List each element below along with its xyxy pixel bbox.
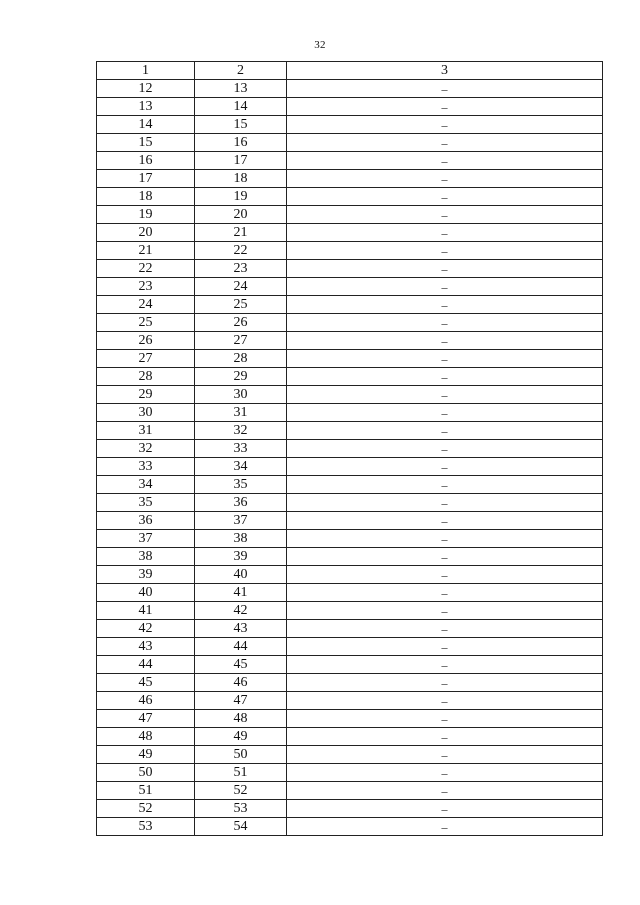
table-row xyxy=(97,386,603,404)
table-cell-col-3: – xyxy=(287,458,603,476)
table-row xyxy=(97,692,603,710)
table-row xyxy=(97,782,603,800)
table-row xyxy=(97,728,603,746)
table-row xyxy=(97,746,603,764)
table-cell-col-3: – xyxy=(287,530,603,548)
table-cell-col-3: – xyxy=(287,728,603,746)
table-cell-col-3: – xyxy=(287,242,603,260)
table-row xyxy=(97,134,603,152)
table-row xyxy=(97,602,603,620)
table-cell-col-1: 49 xyxy=(97,746,195,764)
table-cell-col-2: 37 xyxy=(195,512,287,530)
table-cell-col-1: 48 xyxy=(97,728,195,746)
table-body xyxy=(97,80,603,836)
table-cell-col-2: 28 xyxy=(195,350,287,368)
page-number: 32 xyxy=(314,39,326,51)
table-cell-col-3: – xyxy=(287,116,603,134)
table-cell-col-1: 26 xyxy=(97,332,195,350)
table-cell-col-1: 22 xyxy=(97,260,195,278)
table-cell-col-1: 51 xyxy=(97,782,195,800)
table-cell-col-1: 50 xyxy=(97,764,195,782)
table-cell-col-2: 39 xyxy=(195,548,287,566)
table-row xyxy=(97,80,603,98)
table-cell-col-3: – xyxy=(287,494,603,512)
table-cell-col-1: 38 xyxy=(97,548,195,566)
table-cell-col-3: – xyxy=(287,368,603,386)
table-cell-col-2: 53 xyxy=(195,800,287,818)
table-cell-col-3: – xyxy=(287,800,603,818)
table-cell-col-3: – xyxy=(287,692,603,710)
table-row xyxy=(97,332,603,350)
table-cell-col-1: 37 xyxy=(97,530,195,548)
table-cell-col-1: 41 xyxy=(97,602,195,620)
table-cell-col-2: 35 xyxy=(195,476,287,494)
table-cell-col-2: 50 xyxy=(195,746,287,764)
table-cell-col-1: 46 xyxy=(97,692,195,710)
table-row xyxy=(97,98,603,116)
table-cell-col-1: 44 xyxy=(97,656,195,674)
table-cell-col-2: 19 xyxy=(195,188,287,206)
table-cell-col-1: 42 xyxy=(97,620,195,638)
table-cell-col-1: 35 xyxy=(97,494,195,512)
table-cell-col-3: – xyxy=(287,314,603,332)
table-cell-col-1: 27 xyxy=(97,350,195,368)
table-row xyxy=(97,512,603,530)
table-row xyxy=(97,548,603,566)
table-cell-col-1: 31 xyxy=(97,422,195,440)
table-cell-col-1: 19 xyxy=(97,206,195,224)
table-cell-col-3: – xyxy=(287,476,603,494)
table-row xyxy=(97,242,603,260)
table-cell-col-2: 49 xyxy=(195,728,287,746)
table-cell-col-1: 53 xyxy=(97,818,195,836)
table-cell-col-2: 47 xyxy=(195,692,287,710)
table-cell-col-3: – xyxy=(287,422,603,440)
table-cell-col-1: 28 xyxy=(97,368,195,386)
table-header xyxy=(97,62,603,80)
table-cell-col-2: 32 xyxy=(195,422,287,440)
table-cell-col-1: 20 xyxy=(97,224,195,242)
table-cell-col-3: – xyxy=(287,656,603,674)
table-row xyxy=(97,566,603,584)
table-cell-col-1: 52 xyxy=(97,800,195,818)
table-row xyxy=(97,476,603,494)
table-cell-col-1: 17 xyxy=(97,170,195,188)
table-cell-col-3: – xyxy=(287,782,603,800)
table-cell-col-3: – xyxy=(287,332,603,350)
table-cell-col-2: 41 xyxy=(195,584,287,602)
table-cell-col-3: – xyxy=(287,224,603,242)
table-row xyxy=(97,800,603,818)
table-row xyxy=(97,620,603,638)
table-cell-col-2: 46 xyxy=(195,674,287,692)
table-row xyxy=(97,422,603,440)
table-cell-col-3: – xyxy=(287,170,603,188)
table-cell-col-1: 36 xyxy=(97,512,195,530)
table-cell-col-1: 18 xyxy=(97,188,195,206)
table-cell-col-3: – xyxy=(287,278,603,296)
table-cell-col-2: 20 xyxy=(195,206,287,224)
table-cell-col-3: – xyxy=(287,98,603,116)
table-cell-col-3: – xyxy=(287,638,603,656)
table-row xyxy=(97,350,603,368)
table-cell-col-3: – xyxy=(287,674,603,692)
table-cell-col-2: 21 xyxy=(195,224,287,242)
table-row xyxy=(97,710,603,728)
table-row xyxy=(97,116,603,134)
table-cell-col-3: – xyxy=(287,764,603,782)
table-row xyxy=(97,170,603,188)
table-cell-col-2: 43 xyxy=(195,620,287,638)
table-row xyxy=(97,440,603,458)
table-cell-col-2: 30 xyxy=(195,386,287,404)
table-cell-col-2: 15 xyxy=(195,116,287,134)
table-row xyxy=(97,188,603,206)
table-cell-col-2: 18 xyxy=(195,170,287,188)
table-row xyxy=(97,656,603,674)
table-cell-col-1: 21 xyxy=(97,242,195,260)
table-cell-col-1: 24 xyxy=(97,296,195,314)
table-cell-col-1: 40 xyxy=(97,584,195,602)
table-cell-col-3: – xyxy=(287,404,603,422)
table-row xyxy=(97,818,603,836)
table-cell-col-2: 17 xyxy=(195,152,287,170)
table-row xyxy=(97,260,603,278)
table-cell-col-2: 54 xyxy=(195,818,287,836)
table-header-row xyxy=(97,62,603,80)
table-cell-col-2: 25 xyxy=(195,296,287,314)
table-cell-col-2: 38 xyxy=(195,530,287,548)
table-cell-col-1: 43 xyxy=(97,638,195,656)
table-cell-col-2: 14 xyxy=(195,98,287,116)
table-cell-col-3: – xyxy=(287,152,603,170)
table-cell-col-2: 34 xyxy=(195,458,287,476)
table-cell-col-2: 16 xyxy=(195,134,287,152)
table-cell-col-2: 48 xyxy=(195,710,287,728)
table-cell-col-1: 29 xyxy=(97,386,195,404)
table-row xyxy=(97,278,603,296)
table-row xyxy=(97,494,603,512)
table-cell-col-3: – xyxy=(287,206,603,224)
column-header-1: 1 xyxy=(97,62,195,80)
table-row xyxy=(97,224,603,242)
table-cell-col-2: 29 xyxy=(195,368,287,386)
table-cell-col-2: 36 xyxy=(195,494,287,512)
table-cell-col-3: – xyxy=(287,512,603,530)
table-cell-col-2: 42 xyxy=(195,602,287,620)
table-cell-col-2: 26 xyxy=(195,314,287,332)
table-cell-col-3: – xyxy=(287,350,603,368)
table-cell-col-1: 14 xyxy=(97,116,195,134)
table-cell-col-3: – xyxy=(287,134,603,152)
table-cell-col-3: – xyxy=(287,188,603,206)
table-cell-col-2: 13 xyxy=(195,80,287,98)
table-cell-col-2: 45 xyxy=(195,656,287,674)
table-row xyxy=(97,638,603,656)
table-cell-col-2: 51 xyxy=(195,764,287,782)
table-cell-col-2: 24 xyxy=(195,278,287,296)
table-cell-col-1: 47 xyxy=(97,710,195,728)
table-cell-col-1: 39 xyxy=(97,566,195,584)
table-cell-col-3: – xyxy=(287,386,603,404)
data-table xyxy=(96,61,603,836)
table-cell-col-1: 12 xyxy=(97,80,195,98)
column-header-3: 3 xyxy=(287,62,603,80)
table-row xyxy=(97,530,603,548)
table-cell-col-1: 15 xyxy=(97,134,195,152)
table-cell-col-3: – xyxy=(287,548,603,566)
table-cell-col-2: 22 xyxy=(195,242,287,260)
table-row xyxy=(97,368,603,386)
table-row xyxy=(97,584,603,602)
table-row xyxy=(97,152,603,170)
table-cell-col-2: 40 xyxy=(195,566,287,584)
table-cell-col-2: 27 xyxy=(195,332,287,350)
table-cell-col-3: – xyxy=(287,80,603,98)
table-row xyxy=(97,404,603,422)
table-cell-col-3: – xyxy=(287,260,603,278)
table-cell-col-3: – xyxy=(287,584,603,602)
table-cell-col-1: 30 xyxy=(97,404,195,422)
table-cell-col-1: 25 xyxy=(97,314,195,332)
table-cell-col-1: 33 xyxy=(97,458,195,476)
table-cell-col-2: 44 xyxy=(195,638,287,656)
table-cell-col-2: 31 xyxy=(195,404,287,422)
table-cell-col-1: 16 xyxy=(97,152,195,170)
table-cell-col-3: – xyxy=(287,818,603,836)
table-cell-col-1: 32 xyxy=(97,440,195,458)
table-cell-col-1: 45 xyxy=(97,674,195,692)
table-row xyxy=(97,458,603,476)
table-cell-col-1: 13 xyxy=(97,98,195,116)
table-cell-col-1: 23 xyxy=(97,278,195,296)
table-cell-col-3: – xyxy=(287,602,603,620)
table-row xyxy=(97,314,603,332)
table-cell-col-3: – xyxy=(287,440,603,458)
table-cell-col-3: – xyxy=(287,296,603,314)
table-row xyxy=(97,764,603,782)
table-cell-col-3: – xyxy=(287,746,603,764)
table-row xyxy=(97,674,603,692)
table-row xyxy=(97,296,603,314)
table-cell-col-2: 23 xyxy=(195,260,287,278)
table-row xyxy=(97,206,603,224)
table-cell-col-3: – xyxy=(287,710,603,728)
column-header-2: 2 xyxy=(195,62,287,80)
table-cell-col-3: – xyxy=(287,620,603,638)
table-cell-col-2: 33 xyxy=(195,440,287,458)
table-cell-col-3: – xyxy=(287,566,603,584)
table-cell-col-1: 34 xyxy=(97,476,195,494)
table-cell-col-2: 52 xyxy=(195,782,287,800)
